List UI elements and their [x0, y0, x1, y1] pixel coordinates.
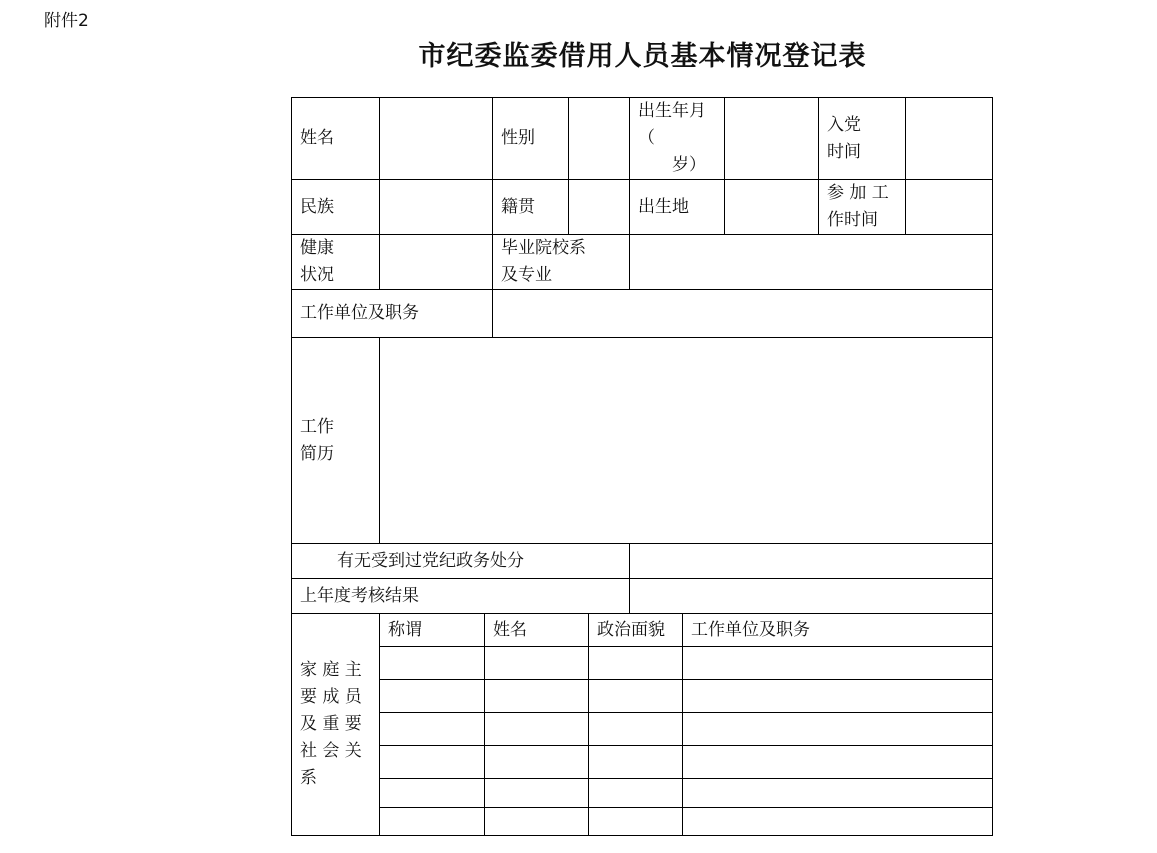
- family-cell[interactable]: [588, 646, 683, 680]
- family-section-label: 家 庭 主 要 成 员 及 重 要 社 会 关 系: [291, 613, 380, 836]
- resume-field[interactable]: [379, 337, 993, 544]
- family-header-political-status: 政治面貌: [588, 613, 683, 647]
- family-cell[interactable]: [379, 712, 485, 746]
- native-place-label: 籍贯: [492, 179, 569, 235]
- registration-form: [291, 97, 993, 836]
- family-cell[interactable]: [588, 712, 683, 746]
- family-cell[interactable]: [588, 807, 683, 836]
- native-place-field[interactable]: [568, 179, 630, 235]
- family-cell[interactable]: [682, 745, 993, 779]
- assessment-label: 上年度考核结果: [291, 578, 630, 614]
- family-cell[interactable]: [484, 679, 589, 713]
- ethnicity-label: 民族: [291, 179, 380, 235]
- family-cell[interactable]: [379, 778, 485, 808]
- family-cell[interactable]: [682, 679, 993, 713]
- gender-field[interactable]: [568, 97, 630, 180]
- name-field[interactable]: [379, 97, 493, 180]
- assessment-field[interactable]: [629, 578, 993, 614]
- family-header-name: 姓名: [484, 613, 589, 647]
- family-cell[interactable]: [484, 778, 589, 808]
- birth-date-field[interactable]: [724, 97, 819, 180]
- family-header-relation: 称谓: [379, 613, 485, 647]
- family-cell[interactable]: [588, 745, 683, 779]
- family-cell[interactable]: [379, 807, 485, 836]
- name-label: 姓名: [291, 97, 380, 180]
- family-cell[interactable]: [484, 807, 589, 836]
- discipline-field[interactable]: [629, 543, 993, 579]
- party-date-field[interactable]: [905, 97, 993, 180]
- gender-label: 性别: [492, 97, 569, 180]
- family-cell[interactable]: [484, 646, 589, 680]
- family-cell[interactable]: [588, 778, 683, 808]
- party-date-label: 入党 时间: [818, 97, 906, 180]
- page-title: 市纪委监委借用人员基本情况登记表: [418, 41, 867, 72]
- family-header-work-unit: 工作单位及职务: [682, 613, 993, 647]
- work-unit-label: 工作单位及职务: [291, 289, 493, 338]
- family-cell[interactable]: [379, 646, 485, 680]
- work-unit-field[interactable]: [492, 289, 993, 338]
- ethnicity-field[interactable]: [379, 179, 493, 235]
- work-start-label: 参 加 工 作时间: [818, 179, 906, 235]
- birthplace-label: 出生地: [629, 179, 725, 235]
- family-cell[interactable]: [682, 646, 993, 680]
- resume-label: 工作 简历: [291, 337, 380, 544]
- school-major-field[interactable]: [629, 234, 993, 290]
- family-cell[interactable]: [379, 679, 485, 713]
- family-cell[interactable]: [484, 712, 589, 746]
- family-cell[interactable]: [379, 745, 485, 779]
- health-field[interactable]: [379, 234, 493, 290]
- birth-date-label: 出生年月 （ 岁）: [629, 97, 725, 180]
- school-major-label: 毕业院校系 及专业: [492, 234, 630, 290]
- work-start-field[interactable]: [905, 179, 993, 235]
- attachment-label: 附件2: [44, 11, 89, 31]
- family-cell[interactable]: [588, 679, 683, 713]
- birthplace-field[interactable]: [724, 179, 819, 235]
- health-label: 健康 状况: [291, 234, 380, 290]
- family-cell[interactable]: [682, 712, 993, 746]
- family-cell[interactable]: [682, 807, 993, 836]
- discipline-label: 有无受到过党纪政务处分: [291, 543, 630, 579]
- family-cell[interactable]: [682, 778, 993, 808]
- family-cell[interactable]: [484, 745, 589, 779]
